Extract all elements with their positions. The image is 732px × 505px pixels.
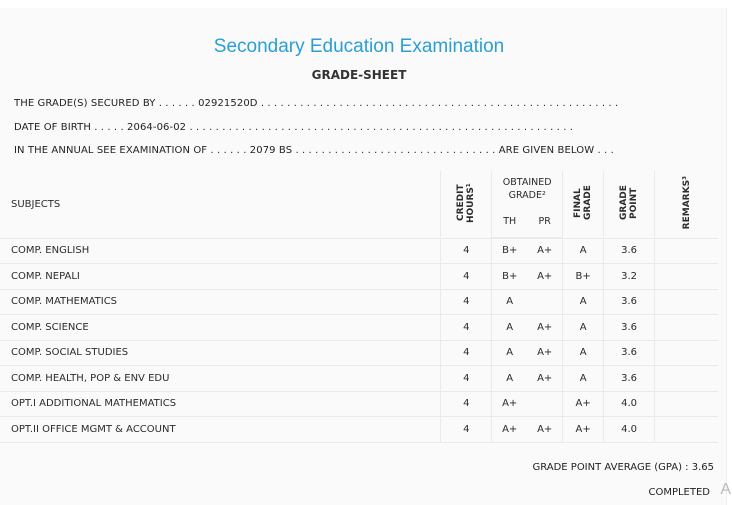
table-row: [0, 366, 718, 392]
remarks-cell: [655, 417, 718, 443]
subject-cell: OPT.II OFFICE MGMT & ACCOUNT: [0, 417, 441, 443]
header-subjects: SUBJECTS: [11, 198, 61, 210]
grade-point-cell: 3.6: [604, 315, 655, 341]
subject-cell: COMP. HEALTH, POP & ENV EDU: [0, 366, 441, 392]
pr-grade-cell: A+: [527, 315, 562, 341]
exam-suffix: ARE GIVEN BELOW . . .: [498, 145, 614, 156]
dotted-leader: . . . . . . . . . . . . . . . . . . . . . . . . . . . . . . . . . . . . . . . . . . . . . . . . . . . . . . . . . . .: [189, 122, 574, 133]
final-grade-cell: A+: [563, 391, 604, 417]
header-remarks: REMARKS³: [655, 171, 718, 237]
grade-point-cell: 3.6: [604, 366, 655, 392]
remarks-cell: [655, 238, 718, 264]
exam-label: IN THE ANNUAL SEE EXAMINATION OF . . . . . .: [14, 145, 247, 156]
final-grade-cell: A: [563, 366, 604, 392]
pr-grade-cell: A+: [527, 340, 562, 366]
gpa-value: 3.65: [691, 462, 714, 473]
exam-year-value: 2079 BS: [249, 145, 293, 156]
header-credit-hours: CREDIT HOURS¹: [441, 171, 492, 237]
final-grade-cell: A+: [563, 417, 604, 443]
credit-cell: 4: [441, 238, 492, 264]
grade-point-cell: 3.6: [604, 340, 655, 366]
table-row: [0, 391, 718, 417]
page-title: Secondary Education Examination: [213, 36, 505, 57]
header-th: TH: [492, 207, 527, 237]
remarks-cell: [655, 340, 718, 366]
table-row: [0, 264, 718, 290]
grade-point-cell: 3.2: [604, 264, 655, 290]
pr-grade-cell: A+: [527, 264, 562, 290]
grade-point-cell: 3.6: [604, 238, 655, 264]
subject-cell: COMP. SCIENCE: [0, 315, 441, 341]
th-grade-cell: A+: [492, 391, 527, 417]
remarks-cell: [655, 315, 718, 341]
dob-value: 2064-06-02: [127, 122, 187, 133]
symbol-number-value: 02921520D: [198, 98, 258, 109]
remarks-cell: [655, 264, 718, 290]
dotted-leader: . . . . . . . . . . . . . . . . . . . . . . . . . . . . . . . . . . . . . . . . . . . . . . . . . . . . . . .: [260, 98, 619, 109]
result-status: COMPLETED: [648, 487, 710, 498]
pr-grade-cell: A+: [527, 417, 562, 443]
header-grade-point: GRADE POINT: [604, 171, 655, 237]
th-grade-cell: B+: [492, 264, 527, 290]
pr-grade-cell: A+: [527, 238, 562, 264]
final-grade-cell: A: [563, 315, 604, 341]
pr-grade-cell: [527, 391, 562, 417]
info-secured-by: [14, 98, 618, 109]
th-grade-cell: A: [492, 340, 527, 366]
credit-cell: 4: [441, 391, 492, 417]
subject-cell: COMP. ENGLISH: [0, 238, 441, 264]
final-grade-cell: B+: [563, 264, 604, 290]
table-row: [0, 417, 718, 443]
header-obtained-grade: OBTAINED GRADE²: [492, 171, 563, 207]
credit-cell: 4: [441, 340, 492, 366]
table-row: [0, 340, 718, 366]
credit-cell: 4: [441, 366, 492, 392]
final-grade-cell: A: [563, 340, 604, 366]
th-grade-cell: A: [492, 366, 527, 392]
subject-cell: COMP. NEPALI: [0, 264, 441, 290]
table-row: [0, 238, 718, 264]
gpa-label: GRADE POINT AVERAGE (GPA) :: [532, 462, 689, 473]
credit-cell: 4: [441, 417, 492, 443]
remarks-cell: [655, 391, 718, 417]
grade-sheet-heading: GRADE-SHEET: [311, 68, 407, 82]
th-grade-cell: A: [492, 289, 527, 315]
credit-cell: 4: [441, 315, 492, 341]
table-row: [0, 289, 718, 315]
subject-cell: COMP. SOCIAL STUDIES: [0, 340, 441, 366]
table-header-row: [0, 171, 718, 207]
gpa-summary: [532, 462, 714, 473]
pr-grade-cell: [527, 289, 562, 315]
grade-point-cell: 3.6: [604, 289, 655, 315]
pr-grade-cell: A+: [527, 366, 562, 392]
th-grade-cell: A: [492, 315, 527, 341]
secured-by-label: THE GRADE(S) SECURED BY . . . . . .: [14, 98, 195, 109]
header-final-grade: FINAL GRADE: [563, 171, 604, 237]
grade-rows: [0, 238, 718, 442]
th-grade-cell: B+: [492, 238, 527, 264]
final-grade-cell: A: [563, 238, 604, 264]
info-date-of-birth: [14, 122, 573, 133]
grade-point-cell: 4.0: [604, 417, 655, 443]
remarks-cell: [655, 289, 718, 315]
final-grade-cell: A: [563, 289, 604, 315]
th-grade-cell: A+: [492, 417, 527, 443]
grades-table: [0, 171, 718, 443]
credit-cell: 4: [441, 264, 492, 290]
subject-cell: OPT.I ADDITIONAL MATHEMATICS: [0, 391, 441, 417]
grade-point-cell: 4.0: [604, 391, 655, 417]
credit-cell: 4: [441, 289, 492, 315]
dotted-leader: . . . . . . . . . . . . . . . . . . . . . . . . . . . . . . .: [295, 145, 496, 156]
subject-cell: COMP. MATHEMATICS: [0, 289, 441, 315]
header-pr: PR: [527, 207, 562, 237]
dob-label: DATE OF BIRTH . . . . .: [14, 122, 124, 133]
info-exam: [14, 145, 614, 156]
status-mark-icon: A: [720, 481, 731, 498]
table-row: [0, 315, 718, 341]
remarks-cell: [655, 366, 718, 392]
